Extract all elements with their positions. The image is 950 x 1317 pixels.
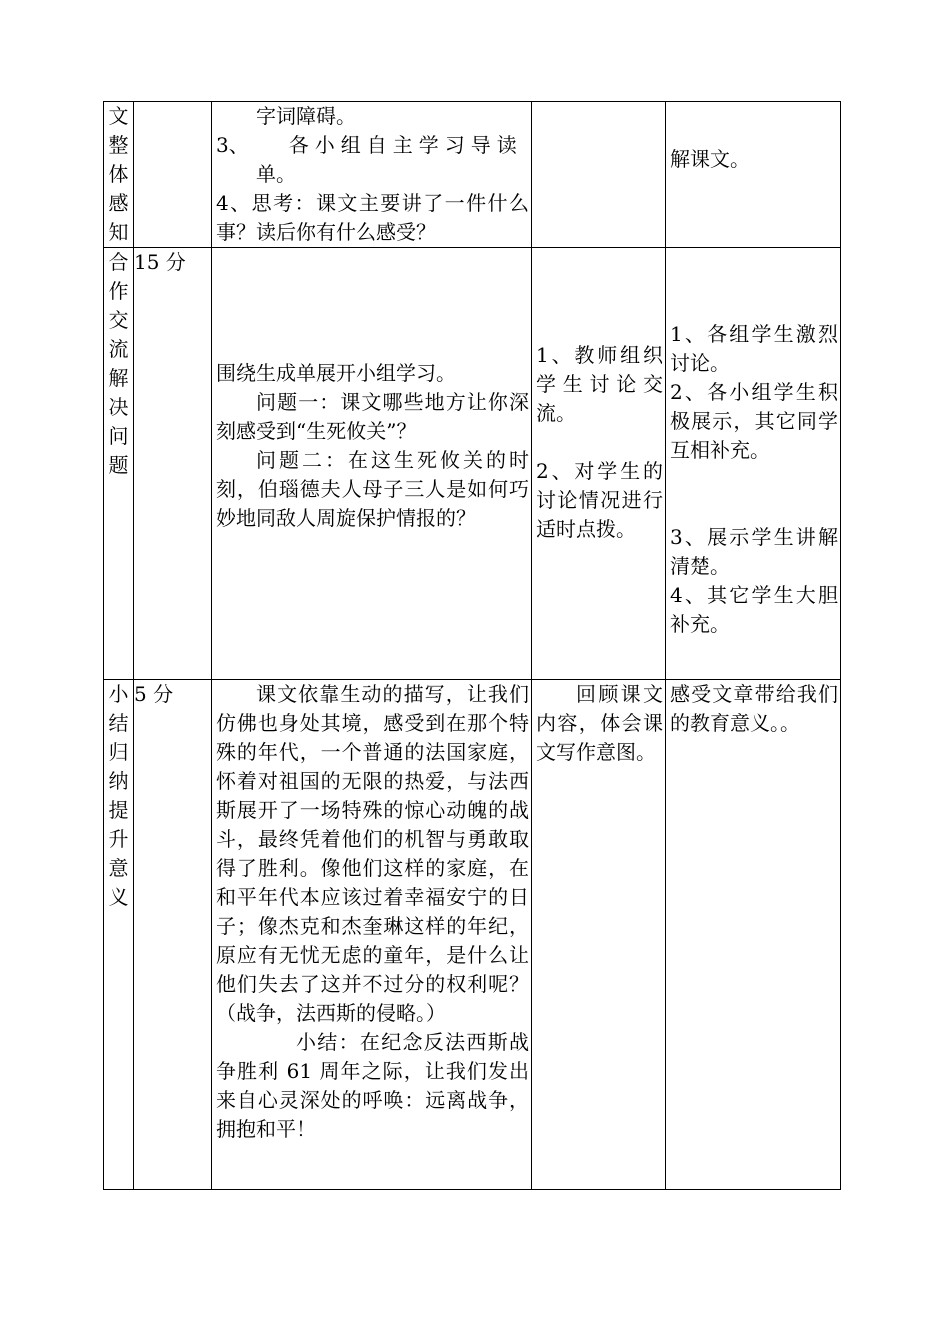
teacher-line: 2、对学生的讨论情况进行适时点拨。 <box>536 459 663 541</box>
content-paragraph: 小结：在纪念反法西斯战争胜利 61 周年之际，让我们发出来自心灵深处的呼唤：远离战争，拥抱和平！ <box>216 1030 529 1141</box>
time-label: 5 分 <box>134 682 174 706</box>
teacher-cell <box>532 102 666 248</box>
content-line: 问题一：课文哪些地方让你深刻感受到“生死攸关”？ <box>216 389 529 443</box>
content-cell <box>212 680 532 1190</box>
stage-label: 合作交流解决问题 <box>108 250 129 477</box>
student-line: 3、展示学生讲解清楚。 <box>670 525 838 578</box>
student-line: 感受文章带给我们的教育意义。。 <box>670 682 838 735</box>
content-cell <box>212 102 532 248</box>
stage-cell <box>104 680 134 1190</box>
time-cell <box>134 680 212 1190</box>
student-line: 解课文。 <box>670 147 750 171</box>
student-line: 4、其它学生大胆补充。 <box>670 583 838 636</box>
time-cell <box>134 248 212 680</box>
content-line: 字词障碍。 <box>256 104 356 128</box>
teacher-line: 1、教师组织学生讨论交流。 <box>536 343 663 425</box>
teacher-cell <box>532 680 666 1190</box>
student-cell <box>666 248 841 680</box>
stage-cell <box>104 248 134 680</box>
content-line: 围绕生成单展开小组学习。 <box>216 360 456 385</box>
student-cell <box>666 102 841 248</box>
student-line: 2、各小组学生积极展示，其它同学互相补充。 <box>670 380 838 462</box>
content-line: 问题二：在这生死攸关的时刻，伯瑙德夫人母子三人是如何巧妙地同敌人周旋保护情报的？ <box>216 447 529 530</box>
teacher-cell <box>532 248 666 680</box>
stage-cell <box>104 102 134 248</box>
content-cell <box>212 248 532 680</box>
stage-label: 文整体感知 <box>108 104 129 244</box>
content-paragraph: 课文依靠生动的描写，让我们仿佛也身处其境，感受到在那个特殊的年代，一个普通的法国家庭，怀着对祖国的无限的热爱，与法西斯展开了一场特殊的惊心动魄的战斗，最终凭着他们的机智与勇敢取得了胜利。像他们这样的家庭，在和平年代本应该过着幸福安宁的日子；像杰克和杰奎琳这样的年纪，原应有无忧无虑的童年，是什么让他们失去了这并不过分的权利呢？（战争，法西斯的侵略。） <box>216 682 529 1025</box>
content-line: 3、 各小组自主学习导读 <box>216 133 523 157</box>
content-line: 单。 <box>256 162 296 186</box>
student-cell <box>666 680 841 1190</box>
lesson-plan-table <box>103 101 841 1190</box>
teacher-line: 回顾课文内容，体会课文写作意图。 <box>536 682 663 764</box>
student-line: 1、各组学生激烈讨论。 <box>670 322 838 375</box>
table-row <box>104 102 841 248</box>
stage-label: 小结归纳提升意义 <box>108 682 129 909</box>
table-row <box>104 680 841 1190</box>
time-cell <box>134 102 212 248</box>
content-line: 4、思考：课文主要讲了一件什么事？读后你有什么感受？ <box>216 191 529 244</box>
table-row <box>104 248 841 680</box>
time-label: 15 分 <box>134 250 186 274</box>
